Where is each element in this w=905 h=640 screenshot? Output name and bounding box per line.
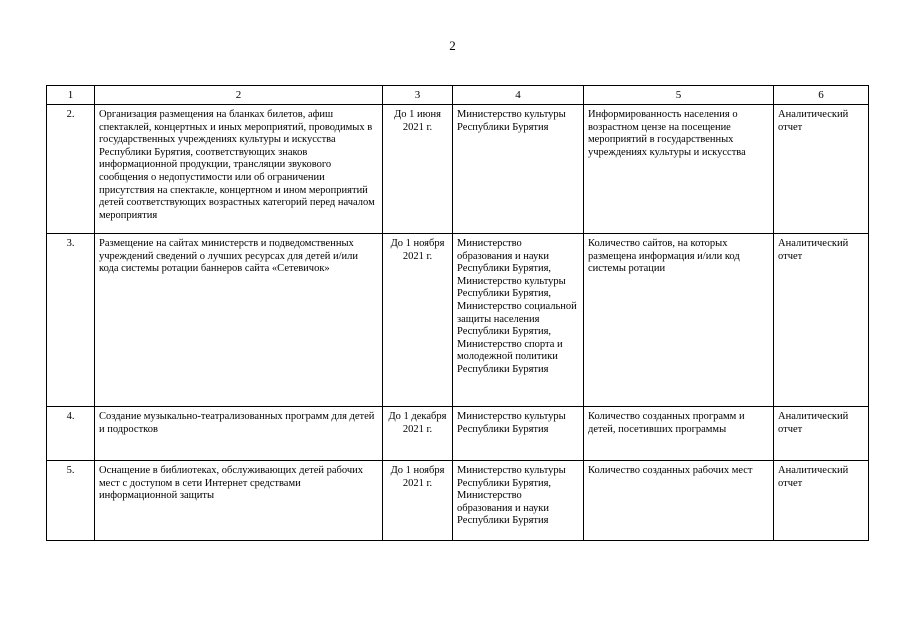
indicator-cell: Количество созданных рабочих мест bbox=[584, 461, 774, 541]
activity-cell: Организация размещения на бланках билетов, афиш спектаклей, концертных и иных мероприятий, проводимых в государственных учреждениях культуры и искусства Республики Бурятия, соответствующих знаков информационной продукции, трансляции звукового сообщения о недопустимости или об ограничении присутствия на спектакле, концертном и ином мероприятий детей соответствующих возрастных категорий перед началом мероприятия bbox=[95, 105, 383, 234]
column-header: 2 bbox=[95, 86, 383, 105]
report-cell: Аналитический отчет bbox=[774, 234, 869, 407]
deadline-cell: До 1 июня 2021 г. bbox=[383, 105, 453, 234]
column-header: 3 bbox=[383, 86, 453, 105]
activity-cell: Создание музыкально-театрализованных программ для детей и подростков bbox=[95, 407, 383, 461]
table-header-row bbox=[47, 86, 869, 105]
page-number: 2 bbox=[449, 38, 456, 53]
row-number: 4. bbox=[47, 407, 95, 461]
deadline-cell: До 1 декабря 2021 г. bbox=[383, 407, 453, 461]
activity-cell: Размещение на сайтах министерств и подведомственных учреждений сведений о лучших ресурсах для детей и/или кода системы ротации баннеров сайта «Сетевичок» bbox=[95, 234, 383, 407]
deadline-cell: До 1 ноября 2021 г. bbox=[383, 461, 453, 541]
table-row bbox=[47, 461, 869, 541]
row-number: 2. bbox=[47, 105, 95, 234]
report-cell: Аналитический отчет bbox=[774, 407, 869, 461]
column-header: 6 bbox=[774, 86, 869, 105]
indicator-cell: Количество созданных программ и детей, посетивших программы bbox=[584, 407, 774, 461]
report-cell: Аналитический отчет bbox=[774, 461, 869, 541]
report-cell: Аналитический отчет bbox=[774, 105, 869, 234]
table-row bbox=[47, 105, 869, 234]
activity-cell: Оснащение в библиотеках, обслуживающих детей рабочих мест с доступом в сети Интернет средствами информационной защиты bbox=[95, 461, 383, 541]
executors-cell: Министерство образования и науки Республики Бурятия, Министерство культуры Республики Бурятия, Министерство социальной защиты населения Республики Бурятия, Министерство спорта и молодежной политики Республики Бурятия bbox=[453, 234, 584, 407]
executors-cell: Министерство культуры Республики Бурятия, Министерство образования и науки Республики Бурятия bbox=[453, 461, 584, 541]
column-header: 4 bbox=[453, 86, 584, 105]
column-header: 1 bbox=[47, 86, 95, 105]
indicator-cell: Количество сайтов, на которых размещена информация и/или код системы ротации bbox=[584, 234, 774, 407]
row-number: 3. bbox=[47, 234, 95, 407]
table-row bbox=[47, 407, 869, 461]
row-number: 5. bbox=[47, 461, 95, 541]
indicator-cell: Информированность населения о возрастном цензе на посещение мероприятий в государственных учреждениях культуры и искусства bbox=[584, 105, 774, 234]
executors-cell: Министерство культуры Республики Бурятия bbox=[453, 105, 584, 234]
plan-table bbox=[46, 85, 869, 541]
deadline-cell: До 1 ноября 2021 г. bbox=[383, 234, 453, 407]
executors-cell: Министерство культуры Республики Бурятия bbox=[453, 407, 584, 461]
table-row bbox=[47, 234, 869, 407]
column-header: 5 bbox=[584, 86, 774, 105]
